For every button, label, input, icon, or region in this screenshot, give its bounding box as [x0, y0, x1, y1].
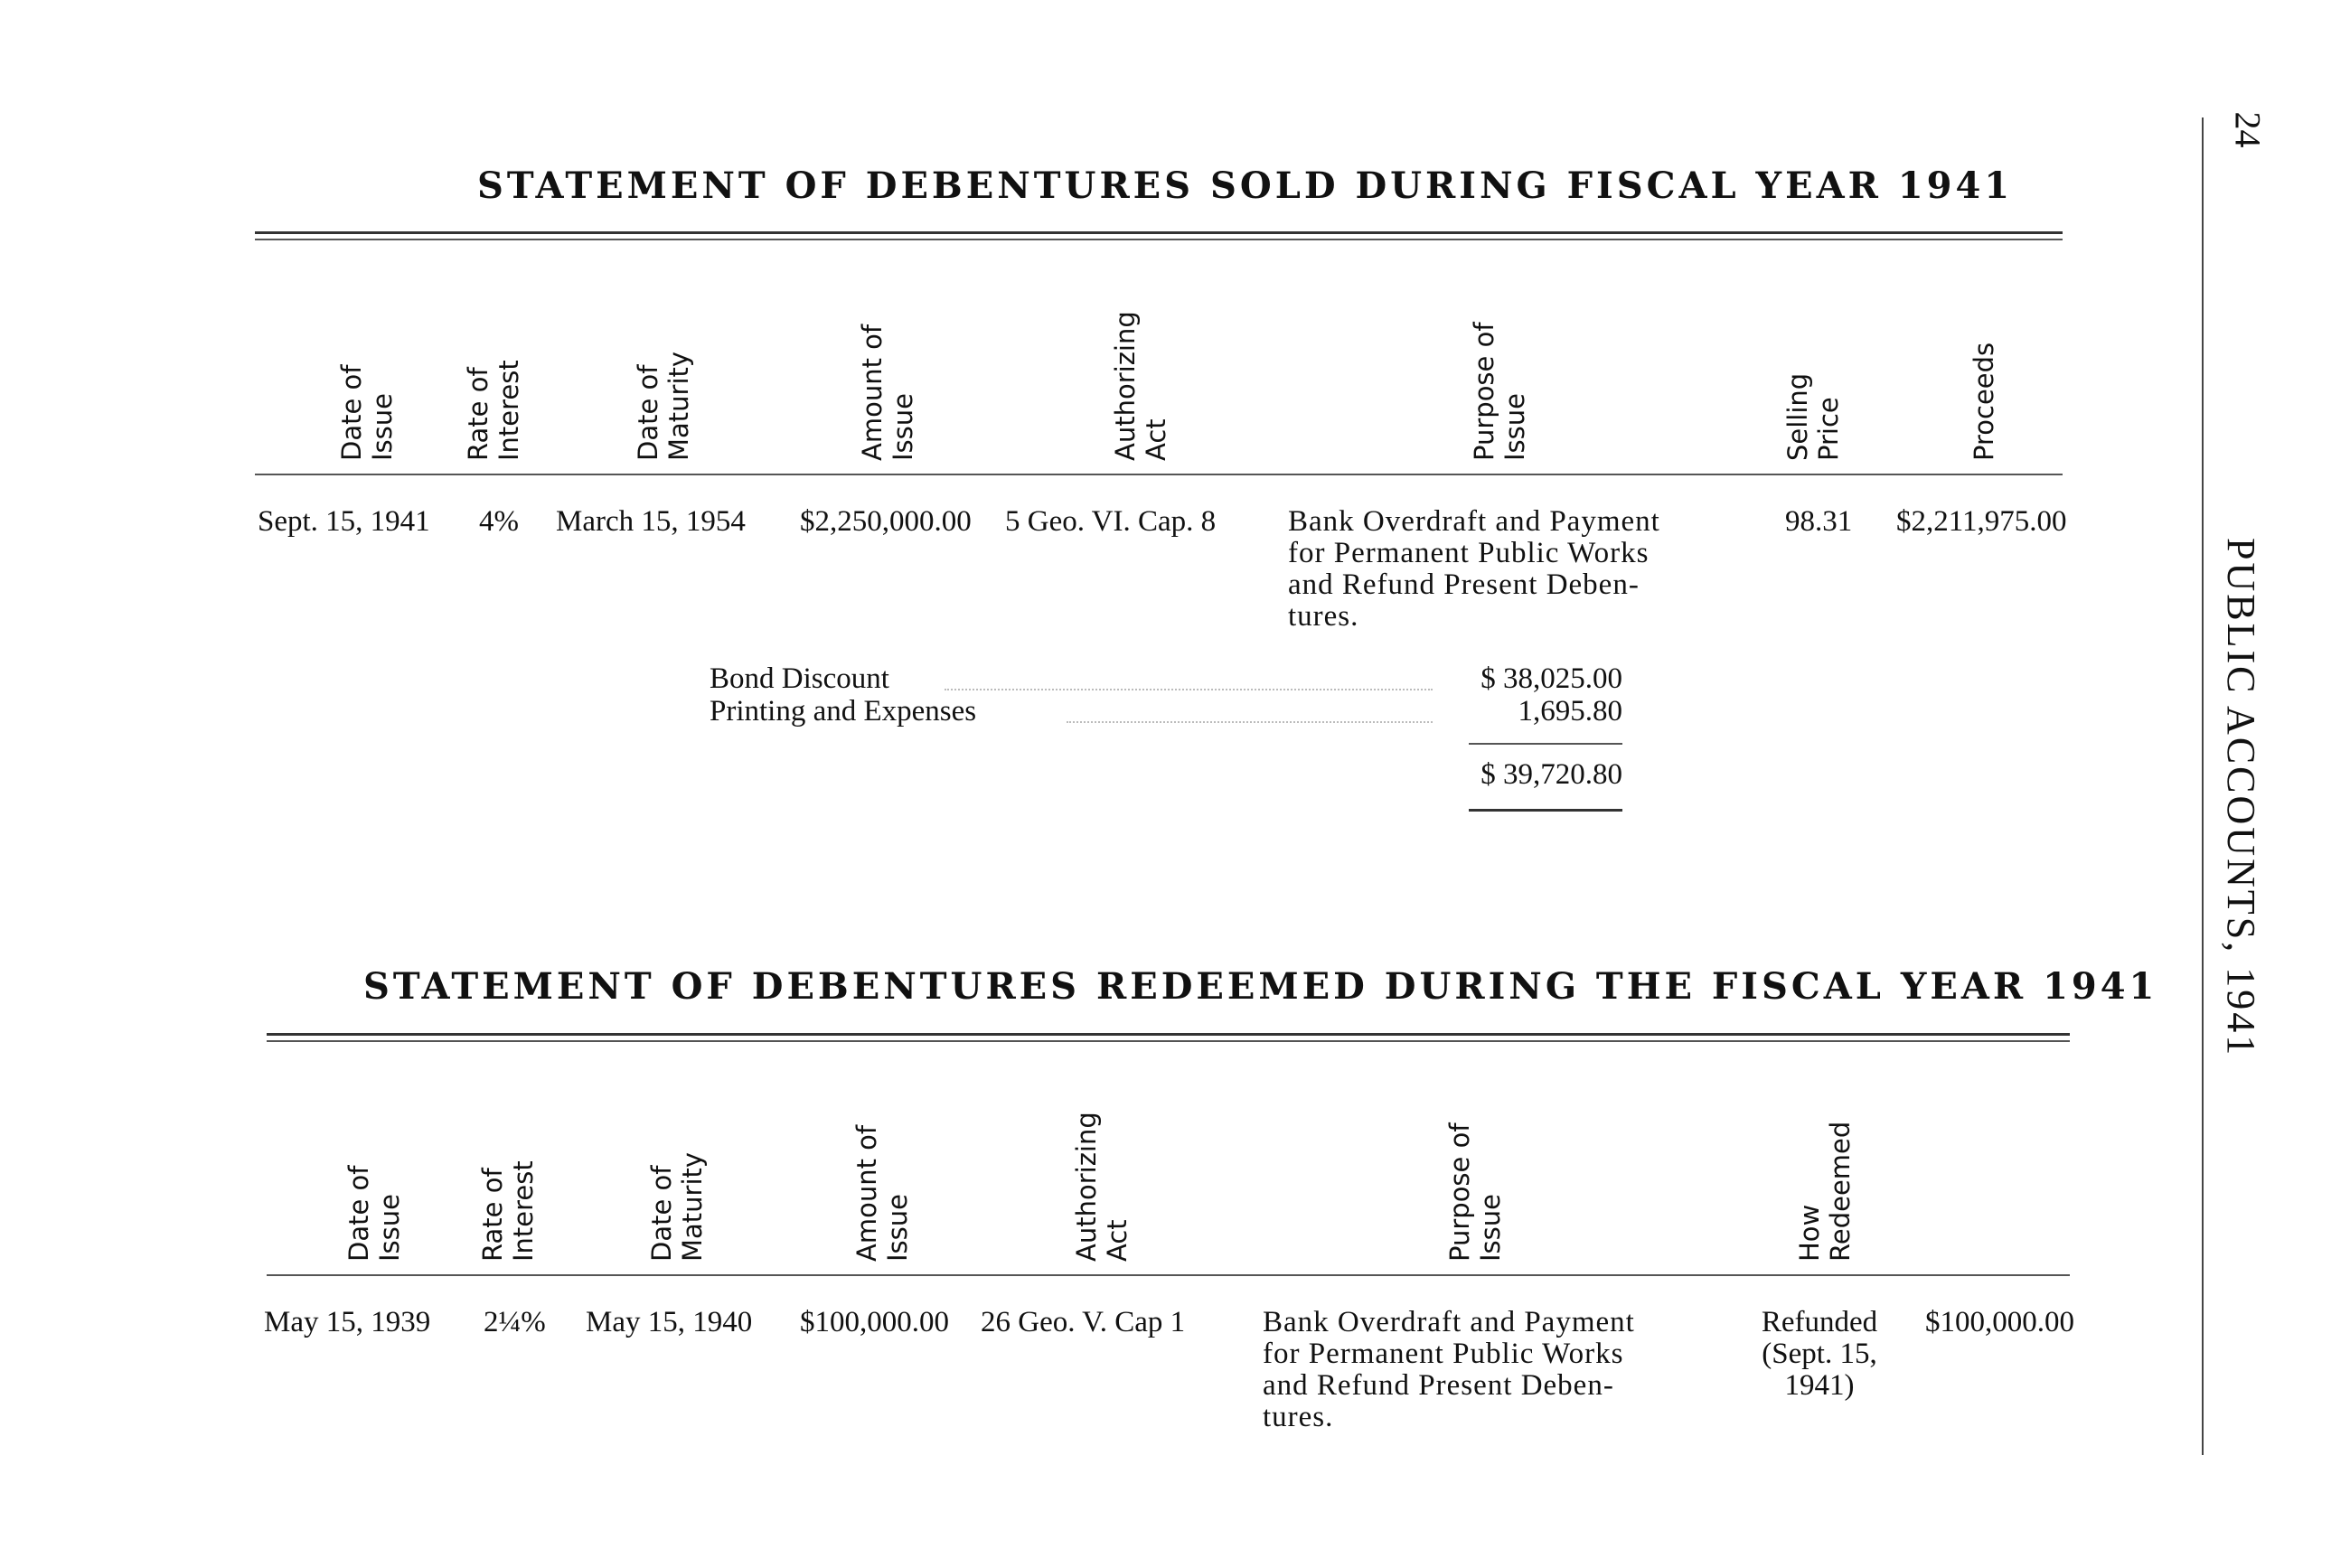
- sold-header-maturity: Date of Maturity: [633, 351, 694, 461]
- cost-value-printing: 1,695.80: [1518, 695, 1622, 728]
- redeemed-title: STATEMENT OF DEBENTURES REDEEMED DURING THE FISCAL YEAR 1941: [363, 965, 2158, 1008]
- redeemed-value: $100,000.00: [1925, 1306, 2074, 1338]
- cost-leader-2: [1067, 721, 1433, 723]
- sold-rate: 4%: [479, 505, 519, 538]
- redeemed-header-rule: [267, 1274, 2070, 1276]
- cost-leader-1: [945, 689, 1433, 690]
- redeemed-how: Refunded (Sept. 15, 1941): [1761, 1306, 1878, 1402]
- page-number: 24: [2227, 111, 2269, 148]
- redeemed-maturity: May 15, 1940: [586, 1306, 753, 1338]
- redeemed-amount: $100,000.00: [800, 1306, 949, 1338]
- sold-header-amount: Amount of Issue: [857, 324, 918, 461]
- sold-purpose: Bank Overdraft and Payment for Permanent Public Works and Refund Present Deben- tures.: [1288, 505, 1660, 633]
- redeemed-top-rule-2: [267, 1040, 2070, 1042]
- redeemed-header-act: Authorizing Act: [1071, 1112, 1133, 1262]
- redeemed-header-date-issue: Date of Issue: [343, 1165, 405, 1262]
- running-head: PUBLIC ACCOUNTS, 1941: [2219, 538, 2263, 1058]
- redeemed-top-rule: [267, 1033, 2070, 1036]
- sold-title: STATEMENT OF DEBENTURES SOLD DURING FISCAL YEAR 1941: [477, 164, 2014, 207]
- sold-top-rule-2: [255, 239, 2063, 240]
- sold-maturity: March 15, 1954: [556, 505, 746, 538]
- cost-value-bond-discount: $ 38,025.00: [1480, 662, 1622, 695]
- sold-date-issue: Sept. 15, 1941: [258, 505, 430, 538]
- redeemed-header-purpose: Purpose of Issue: [1444, 1122, 1506, 1262]
- redeemed-act: 26 Geo. V. Cap 1: [981, 1306, 1186, 1338]
- redeemed-date-issue: May 15, 1939: [264, 1306, 431, 1338]
- redeemed-header-amount: Amount of Issue: [851, 1124, 913, 1262]
- sold-act: 5 Geo. VI. Cap. 8: [1005, 505, 1217, 538]
- sold-top-rule: [255, 231, 2063, 234]
- cost-subtotal-rule: [1469, 743, 1622, 745]
- redeemed-header-maturity: Date of Maturity: [646, 1151, 708, 1262]
- sold-header-proceeds: Proceeds: [1969, 342, 1999, 461]
- cost-total-rule: [1469, 809, 1622, 812]
- redeemed-header-rate: Rate of Interest: [477, 1160, 539, 1262]
- sold-header-rule: [255, 474, 2063, 475]
- sold-amount: $2,250,000.00: [800, 505, 972, 538]
- sold-header-price: Selling Price: [1782, 372, 1844, 461]
- sold-header-rate: Rate of Interest: [463, 360, 524, 461]
- redeemed-header-how: How Redeemed: [1794, 1121, 1856, 1262]
- cost-total: $ 39,720.80: [1480, 758, 1622, 791]
- cost-label-bond-discount: Bond Discount: [710, 662, 889, 695]
- sold-header-act: Authorizing Act: [1110, 311, 1171, 461]
- redeemed-rate: 2¼%: [484, 1306, 546, 1338]
- margin-rule: [2202, 117, 2204, 1455]
- redeemed-purpose: Bank Overdraft and Payment for Permanent Public Works and Refund Present Deben- tures.: [1263, 1306, 1635, 1433]
- sold-header-purpose: Purpose of Issue: [1469, 322, 1530, 461]
- sold-price: 98.31: [1785, 505, 1853, 538]
- sold-header-date-issue: Date of Issue: [336, 364, 398, 461]
- sold-proceeds: $2,211,975.00: [1896, 505, 2067, 538]
- cost-label-printing: Printing and Expenses: [710, 695, 977, 728]
